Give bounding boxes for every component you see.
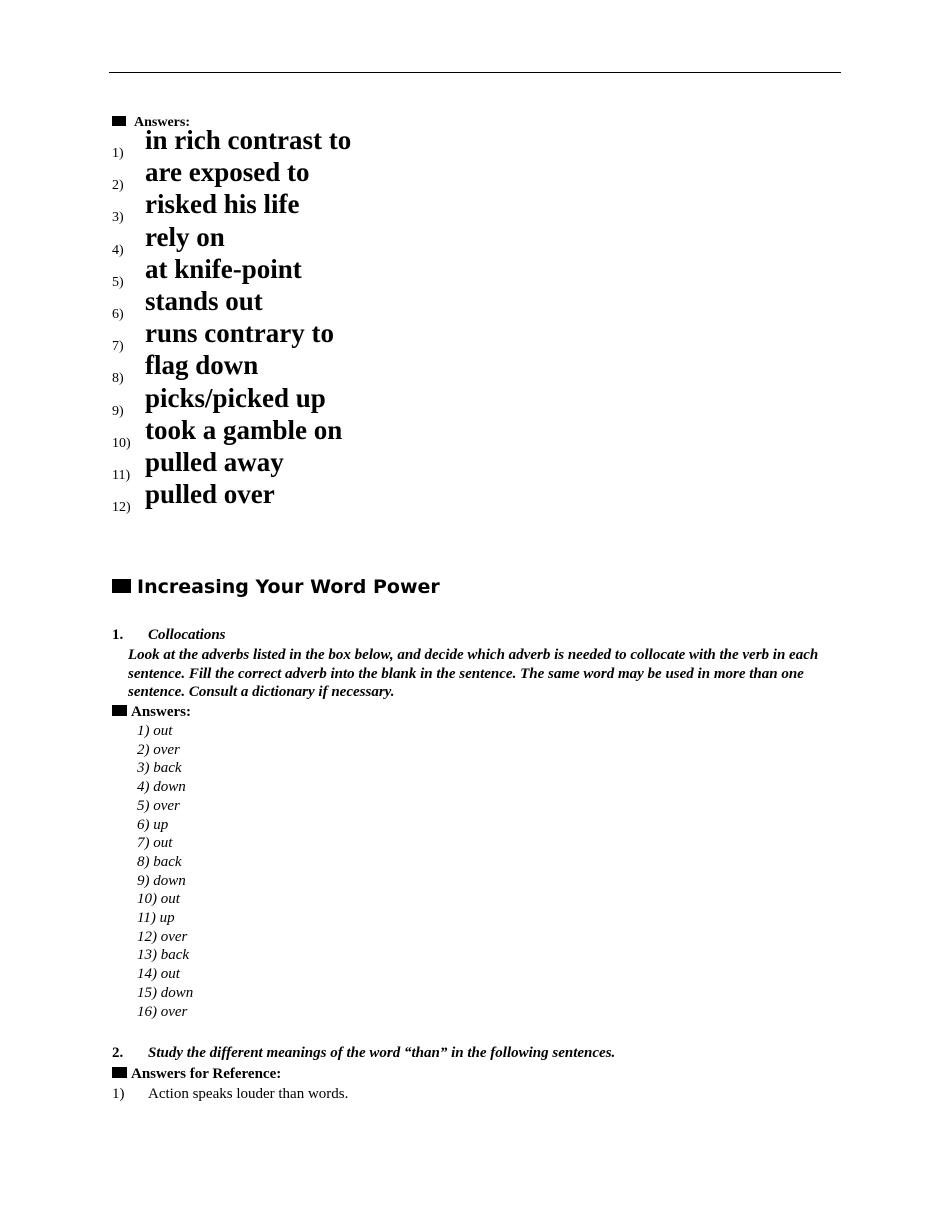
- list-item: 6) up: [137, 816, 169, 833]
- example-text: Action speaks louder than words.: [148, 1086, 349, 1102]
- list-item: 3) back: [137, 760, 182, 777]
- list-item: 5) over: [137, 797, 180, 814]
- item-number: 12): [112, 500, 131, 516]
- question-number: 1.: [112, 627, 124, 643]
- section-title: [112, 574, 440, 600]
- black-square-bullet-icon: [112, 705, 127, 716]
- item-number: 6): [112, 306, 124, 322]
- item-answer: at knife-point: [145, 253, 302, 284]
- item-answer: pulled over: [145, 479, 275, 510]
- reference-example: [112, 1085, 348, 1103]
- black-square-bullet-icon: [112, 116, 126, 126]
- item-number: 10): [112, 435, 131, 451]
- collocation-answers-heading: [112, 703, 191, 721]
- list-item: 12) over: [137, 928, 188, 945]
- question-2-title: [112, 1044, 615, 1062]
- item-number: 1): [112, 146, 124, 161]
- question-title: Collocations: [148, 627, 226, 643]
- example-number: 1): [112, 1086, 125, 1102]
- list-item: 4) down: [137, 779, 186, 796]
- header-rule: [109, 72, 841, 73]
- item-answer: took a gamble on: [145, 414, 343, 445]
- reference-answers-label: Answers for Reference:: [131, 1066, 282, 1082]
- list-item: 15) down: [137, 984, 194, 1001]
- list-item: 2) over: [137, 741, 180, 758]
- list-item: 11) up: [137, 910, 175, 927]
- item-number: 9): [112, 403, 124, 419]
- list-item: 1) out: [137, 723, 173, 739]
- item-answer: stands out: [145, 285, 263, 316]
- item-answer: runs contrary to: [145, 318, 334, 349]
- item-answer: rely on: [145, 221, 225, 252]
- item-answer: picks/picked up: [145, 382, 326, 413]
- list-item: 8) back: [137, 853, 182, 870]
- collocation-answer-list: [137, 722, 193, 1021]
- list-item: 9) down: [137, 872, 186, 889]
- question-number: 2.: [112, 1045, 124, 1061]
- item-number: 3): [112, 210, 124, 226]
- item-answer: risked his life: [145, 189, 300, 220]
- item-answer: are exposed to: [145, 157, 310, 188]
- black-square-bullet-icon: [112, 1067, 127, 1078]
- item-number: 8): [112, 371, 124, 387]
- list-item: 10) out: [137, 891, 180, 908]
- item-number: 7): [112, 339, 124, 355]
- item-number: 4): [112, 242, 124, 258]
- list-item: 14) out: [137, 966, 180, 983]
- list-item: 16) over: [137, 1003, 188, 1020]
- question-1-title: [112, 626, 226, 644]
- item-answer: pulled away: [145, 446, 284, 477]
- black-square-bullet-icon: [112, 579, 131, 593]
- question-title: Study the different meanings of the word “than” in the following sentences.: [148, 1045, 616, 1061]
- item-number: 5): [112, 274, 124, 290]
- list-item: 7) out: [137, 835, 173, 852]
- answers-heading-label: Answers:: [134, 115, 190, 130]
- item-answer: in rich contrast to: [145, 125, 352, 155]
- item-number: 11): [112, 467, 131, 483]
- item-number: 2): [112, 178, 124, 194]
- reference-answers-heading: [112, 1065, 281, 1083]
- question-1-instruction: Look at the adverbs listed in the box below, and decide which adverb is needed to collocate with the verb in each sentence. Fill the correct adverb into the blank in the sentence. The same word may be used in more than one sentence. Consult a dictionary if necessary.: [128, 647, 819, 700]
- item-answer: flag down: [145, 350, 259, 381]
- collocation-answers-label: Answers:: [131, 704, 191, 720]
- section-title-label: Increasing Your Word Power: [137, 576, 440, 598]
- list-item: 13) back: [137, 947, 190, 964]
